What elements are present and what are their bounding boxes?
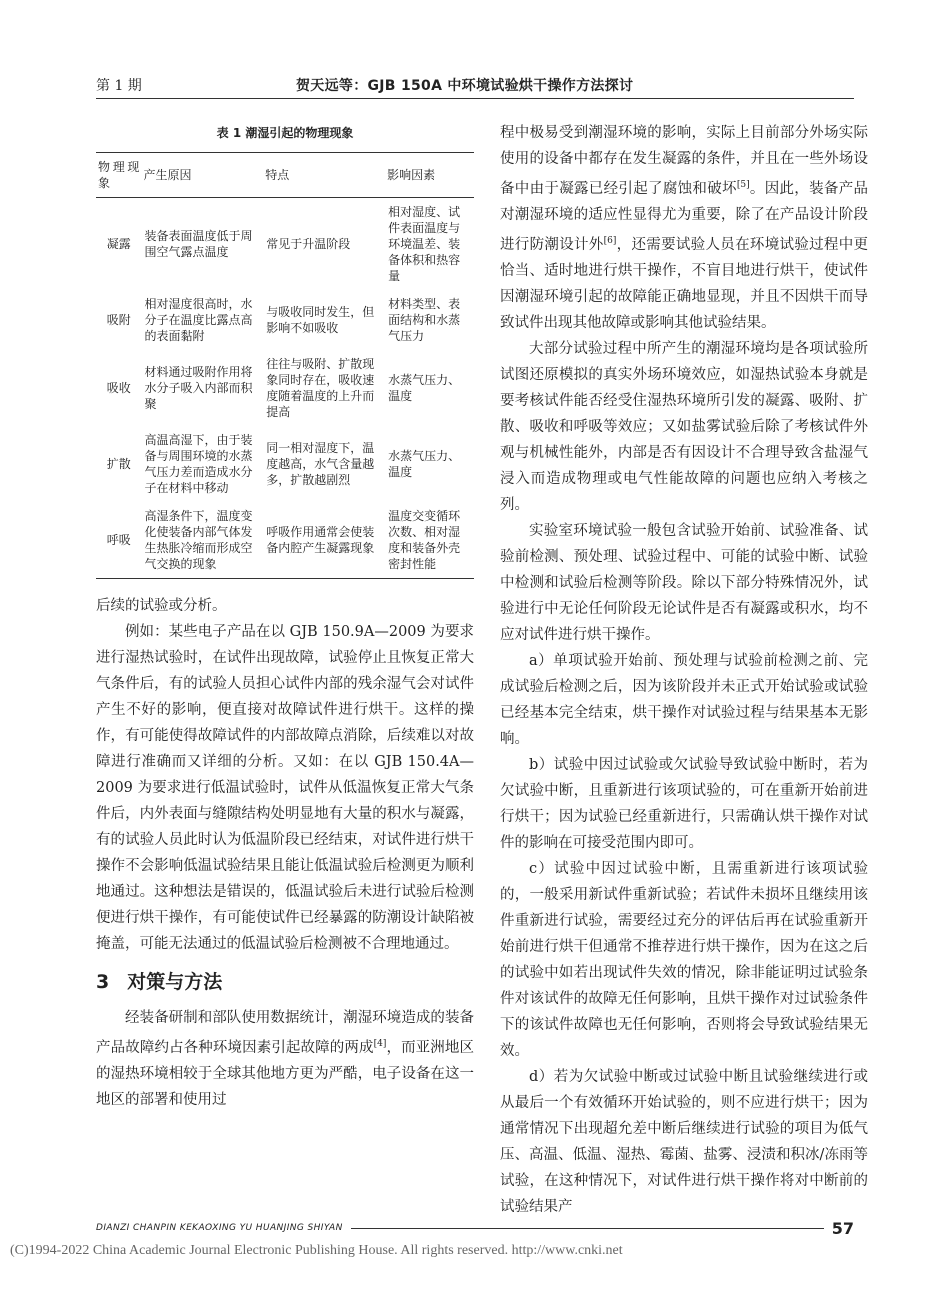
table-cell: 温度交变循环次数、相对湿度和装备外壳密封性能 [385, 502, 474, 579]
table-cell: 吸收 [106, 381, 131, 395]
list-item: d）若为欠试验中断或过试验中断且试验继续进行或从最后一个有效循环开始试验的，则不应进行烘干；因为通常情况下出现超允差中断后继续进行试验的项目为低气压、高温、低温、湿热、霉菌、盐雾、浸渍和积冰/冻雨等试验，在这种情况下，对试件进行烘干操作将对中断前的试验结果产 [500, 1068, 868, 1215]
table-cell: 相对湿度、试件表面温度与环境温差、装备体积和热容量 [388, 205, 461, 283]
paragraph-text: 。因此，装备产品对潮湿环境的适应性显得尤为重要，除了在产品设计阶段进行防潮设计外 [500, 180, 869, 253]
table-header-row [96, 153, 474, 198]
citation: [4] [373, 1039, 387, 1049]
table-cell: 同一相对湿度下，温度越高，水气含量越多，扩散越剧烈 [266, 441, 375, 487]
running-header [96, 72, 854, 99]
section-number: 3 [96, 971, 110, 993]
table-cell: 材料通过吸附作用将水分子吸入内部而积聚 [144, 365, 253, 411]
table-cell: 吸附 [106, 313, 131, 327]
table-cell: 呼吸作用通常会使装备内腔产生凝露现象 [263, 502, 385, 579]
list-item: a）单项试验开始前、预处理与试验前检测之前、完成试验后检测之后，因为该阶段并未正式开始试验或试验已经基本完全结束，烘干操作对试验过程与结果基本无影响。 [500, 652, 868, 747]
table-cell: 水蒸气压力、温度 [388, 373, 461, 403]
phenomena-table [96, 152, 474, 579]
paragraph: 大部分试验过程中所产生的潮湿环境均是各项试验所试图还原模拟的真实外场环境效应，如湿热试验本身就是要考核试件能否经受住湿热环境所引发的凝露、吸附、扩散、吸收和呼吸等效应；又如盐雾试验后除了考核试件外观与机械性能外，内部是否有因设计不合理导致含盐湿气浸入而造成物理或电气性能故障的问题也应纳入考核之列。 [500, 340, 868, 513]
table-cell: 相对湿度很高时，水分子在温度比露点高的表面黏附 [144, 297, 253, 343]
table-caption: 表 1 潮湿引起的物理现象 [216, 126, 354, 140]
paragraph: 实验室环境试验一般包含试验开始前、试验准备、试验前检测、预处理、试验过程中、可能的试验中断、试验中检测和试验后检测等阶段。除以下部分特殊情况外，试验进行中无论任何阶段无论试件是否有凝露或积水，均不应对试件进行烘干操作。 [500, 522, 868, 643]
copyright-notice: (C)1994-2022 China Academic Journal Electronic Publishing House. All rights reserved. http://www.cnki.net [10, 1243, 623, 1258]
table-cell: 水蒸气压力、温度 [388, 449, 461, 479]
page-number: 57 [831, 1218, 854, 1238]
paragraph [96, 1005, 474, 1113]
table-header-cell: 产生原因 [141, 153, 263, 198]
paragraph-text: ，而亚洲地区的湿热环境相较于全球其他地方更为严酷，电子设备在这一地区的部署和使用过 [96, 1039, 475, 1108]
table-header-cell: 物理现象 [96, 153, 141, 198]
table-row [96, 350, 474, 426]
left-column [96, 120, 474, 1113]
table-cell: 常见于升温阶段 [266, 237, 351, 251]
paragraph-text: 程中极易受到潮湿环境的影响，实际上目前部分外场实际使用的设备中都存在发生凝露的条件，并且在一些外场设备中由于凝露已经引起了腐蚀和破坏 [500, 125, 868, 197]
table-cell: 呼吸 [96, 502, 141, 579]
paragraph [500, 120, 868, 336]
list-item: b）试验中因过试验或欠试验导致试验中断时，若为欠试验中断，且重新进行该项试验的，可在重新开始前进行烘干；因为试验已经重新进行，只需确认烘干操作对试件的影响在可接受范围内即可。 [500, 756, 868, 851]
table-cell: 与吸收同时发生，但影响不如吸收 [266, 305, 375, 335]
right-column [500, 120, 868, 1220]
table-cell: 装备表面温度低于周围空气露点温度 [144, 229, 253, 259]
citation: [5] [736, 180, 750, 190]
table-cell: 扩散 [106, 457, 131, 471]
table-header-cell: 影响因素 [385, 153, 474, 198]
running-footer [96, 1218, 854, 1238]
paragraph: 例如：某些电子产品在以 GJB 150.9A—2009 为要求进行湿热试验时，在试件出现故障，试验停止且恢复正常大气条件后，有的试验人员担心试件内部的残余湿气会对试件产生不好的影响，便直接对故障试件进行烘干。这样的操作，有可能使得故障试件的内部故障点消除，后续难以对故障进行准确而又详细的分析。又如：在以 GJB 150.4A—2009 为要求进行低温试验时，试件从低温恢复正常大气条件后，内外表面与缝隙结构处明显地有大量的积水与凝露，有的试验人员此时认为低温阶段已经结束，对试件进行烘干操作不会影响低温试验结果且能让低温试验后检测更为顺利地通过。这种想法是错误的，低温试验后未进行试验后检测便进行烘干操作，有可能使试件已经暴露的防潮设计缺陷被掩盖，可能无法通过的低温试验后检测被不合理地通过。 [96, 624, 474, 952]
issue-number: 第 1 期 [96, 78, 142, 94]
table-header-cell: 特点 [263, 153, 385, 198]
journal-name: DIANZI CHANPIN KEKAOXING YU HUANJING SHIYAN [96, 1223, 343, 1233]
running-title: 贺天远等：GJB 150A 中环境试验烘干操作方法探讨 [296, 78, 634, 94]
citation: [6] [603, 235, 617, 246]
table-cell: 往往与吸附、扩散现象同时存在，吸收速度随着温度的上升而提高 [266, 357, 375, 419]
table-cell: 高温高湿下，由于装备与周围环境的水蒸气压力差而造成水分子在材料中移动 [144, 433, 253, 495]
footer-rule [351, 1228, 824, 1229]
section-heading [96, 967, 474, 997]
table-cell: 材料类型、表面结构和水蒸气压力 [388, 297, 461, 343]
table-row [96, 502, 474, 579]
paragraph: 后续的试验或分析。 [96, 598, 227, 614]
paragraph-text: 经装备研制和部队使用数据统计，潮湿环境造成的装备产品故障约占各种环境因素引起故障的两成 [96, 1010, 474, 1056]
paragraph-text: ，还需要试验人员在环境试验过程中更恰当、适时地进行烘干操作，不盲目地进行烘干，使试件因潮湿环境引起的故障能正确地显现，并且不因烘干而导致试件出现其他故障或影响其他试验结果。 [500, 236, 869, 331]
list-item: c）试验中因过试验中断，且需重新进行该项试验的，一般采用新试件重新试验；若试件未损坏且继续用该件重新进行试验，需要经过充分的评估后再在试验重新开始前进行烘干但通常不推荐进行烘干操作，因为在这之后的试验中如若出现试件失效的情况，除非能证明过试验条件对该试件的故障无任何影响，且烘干操作对过试验条件下的该试件故障也无任何影响，否则将会导致试验结果无效。 [500, 860, 868, 1059]
table-row [96, 426, 474, 502]
table-cell: 凝露 [106, 237, 131, 251]
table-row [96, 290, 474, 350]
table-row [96, 198, 474, 291]
table-cell: 高湿条件下，温度变化使装备内部气体发生热胀冷缩而形成空气交换的现象 [141, 502, 263, 579]
section-title: 对策与方法 [127, 971, 223, 993]
